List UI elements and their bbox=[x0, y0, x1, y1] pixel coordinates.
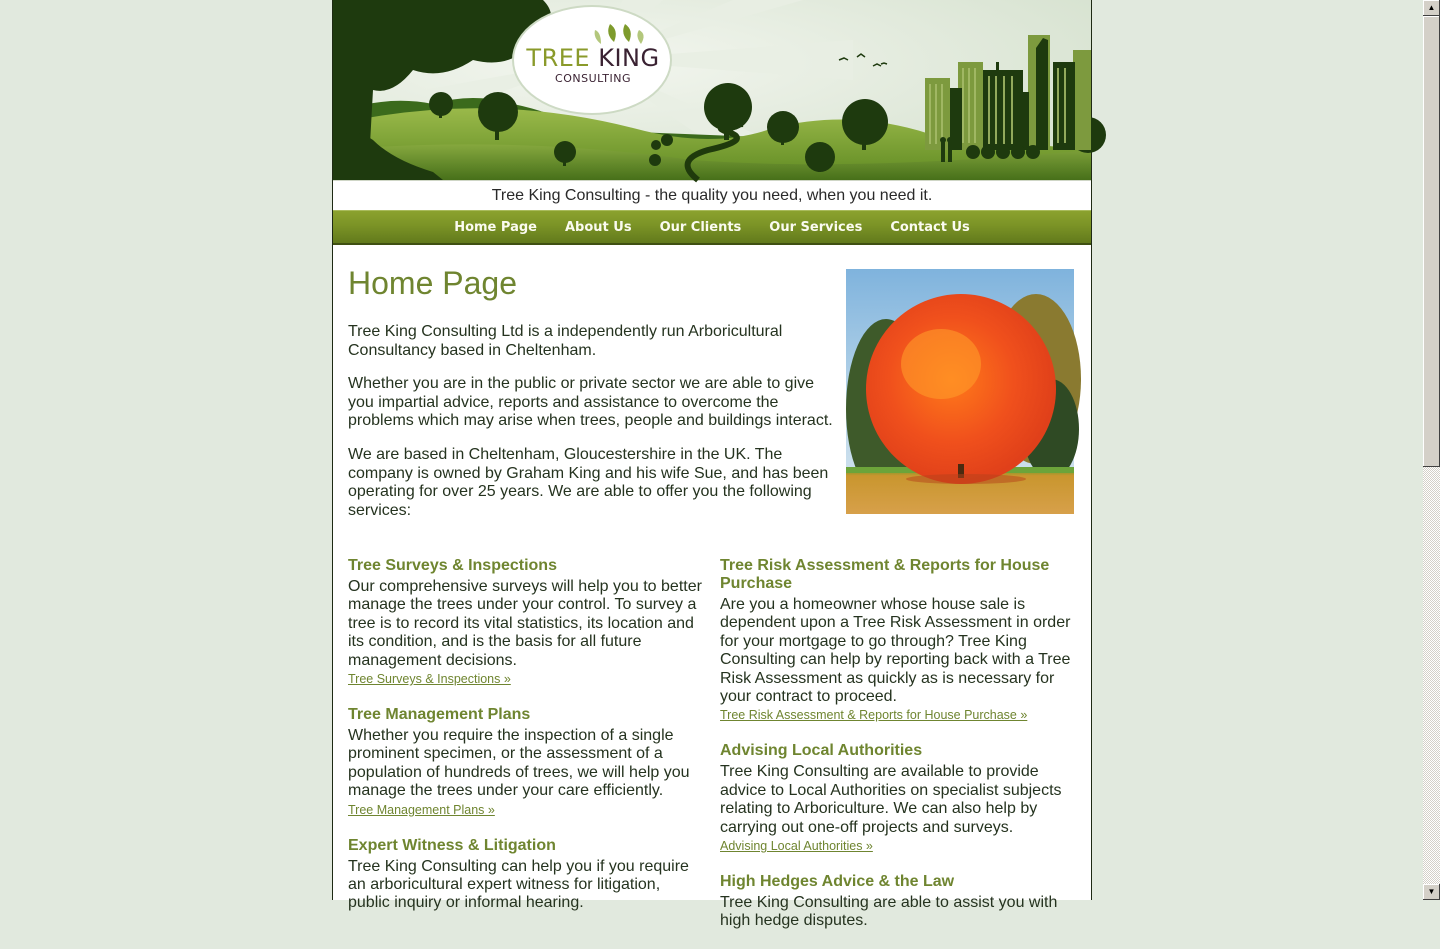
logo-subtitle: CONSULTING bbox=[555, 72, 631, 85]
service-title: Expert Witness & Litigation bbox=[348, 836, 556, 854]
services-left-column bbox=[348, 557, 704, 931]
page-title: Home Page bbox=[348, 265, 517, 301]
service-link[interactable]: Tree Management Plans » bbox=[348, 802, 495, 817]
service-item bbox=[720, 557, 1076, 724]
intro-text bbox=[348, 323, 838, 535]
service-item bbox=[720, 873, 1076, 931]
service-item bbox=[348, 557, 704, 688]
main-nav bbox=[333, 210, 1091, 245]
service-description: Tree King Consulting can help you if you require an arboricultural expert witness for litigation, public inquiry or informal hearing. bbox=[348, 857, 689, 912]
logo-word-tree: TREE bbox=[526, 44, 591, 72]
intro-paragraph: We are based in Cheltenham, Gloucestershire in the UK. The company is owned by Graham King and his wife Sue, and has been operating for over 25 years. We are able to offer you the following services: bbox=[348, 445, 829, 519]
service-item bbox=[720, 742, 1076, 855]
service-link[interactable]: Tree Surveys & Inspections » bbox=[348, 672, 511, 687]
intro-paragraph: Whether you are in the public or private sector we are able to give you impartial advice, reports and assistance to overcome the problems which may arise when trees, people and buildings interact. bbox=[348, 375, 833, 430]
service-title: Advising Local Authorities bbox=[720, 742, 923, 760]
service-title: Tree Management Plans bbox=[348, 706, 531, 724]
page-container bbox=[332, 0, 1092, 930]
service-title: Tree Risk Assessment & Reports for House Purchase bbox=[720, 557, 1050, 592]
service-link[interactable]: Tree Risk Assessment & Reports for House Purchase » bbox=[720, 708, 1028, 723]
service-description: Tree King Consulting are able to assist you with high hedge disputes. bbox=[720, 894, 1058, 930]
service-link[interactable]: Advising Local Authorities » bbox=[720, 839, 873, 854]
header-banner bbox=[333, 0, 1091, 180]
service-description: Whether you require the inspection of a single prominent specimen, or the assessment of a population of hundreds of trees, we will help you manage the trees under your care efficiently. bbox=[348, 727, 690, 800]
services-right-column bbox=[720, 557, 1076, 949]
service-title: Tree Surveys & Inspections bbox=[348, 557, 557, 574]
logo[interactable] bbox=[513, 44, 673, 85]
scroll-down-button[interactable] bbox=[1423, 884, 1440, 900]
service-item bbox=[348, 837, 704, 913]
intro-paragraph: Tree King Consulting Ltd is a independently run Arboricultural Consultancy based in Cheltenham. bbox=[348, 323, 783, 359]
vertical-scrollbar[interactable] bbox=[1423, 0, 1440, 900]
logo-word-king: KING bbox=[598, 44, 660, 72]
service-title: High Hedges Advice & the Law bbox=[720, 873, 955, 891]
service-description: Our comprehensive surveys will help you to better manage the trees under your control. To survey a tree is to record its vital statistics, its location and its condition, and is the basis for all future management decisions. bbox=[348, 578, 702, 669]
scroll-up-button[interactable] bbox=[1423, 0, 1440, 16]
tagline: Tree King Consulting - the quality you need, when you need it. bbox=[333, 180, 1091, 210]
nav-contact-us[interactable]: Contact Us bbox=[890, 219, 970, 235]
banner-illustration bbox=[333, 0, 1091, 180]
arrow-up-icon: ▲ bbox=[1427, 3, 1436, 12]
nav-home-page[interactable]: Home Page bbox=[454, 219, 537, 235]
autumn-tree-photo bbox=[846, 269, 1074, 514]
service-description: Are you a homeowner whose house sale is dependent upon a Tree Risk Assessment in order for your mortgage to go through? Tree King Consulting can help by reporting back with a Tree Risk Assessment as quickly as is necessary for your contract to proceed. bbox=[720, 596, 1071, 706]
scrollbar-thumb[interactable] bbox=[1423, 16, 1440, 467]
nav-our-clients[interactable]: Our Clients bbox=[659, 219, 742, 235]
arrow-down-icon: ▼ bbox=[1427, 887, 1436, 896]
service-item bbox=[348, 706, 704, 819]
nav-our-services[interactable]: Our Services bbox=[769, 219, 863, 235]
nav-about-us[interactable]: About Us bbox=[564, 219, 632, 235]
service-description: Tree King Consulting are available to provide advice to Local Authorities on specialist subjects relating to Arboriculture. We can also help by carrying out one-off projects and surveys. bbox=[720, 763, 1062, 836]
